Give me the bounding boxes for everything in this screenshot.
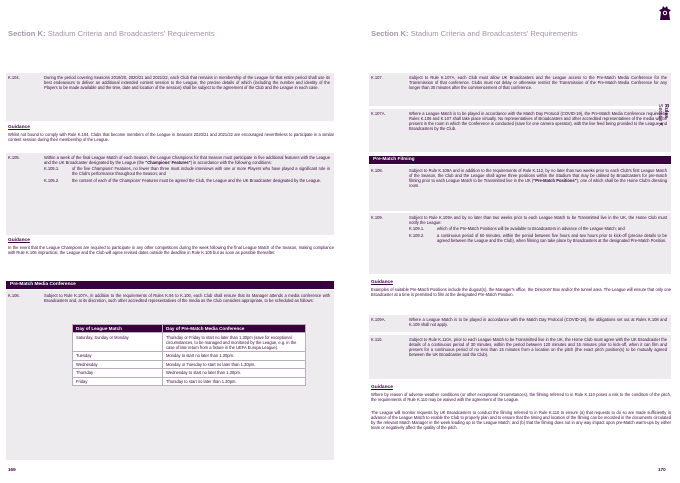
rule-text: Where a League Match is to be played in accordance with the Match Day Protocol (COVID-19), the Pre-Match Media Conference required by Rules K.106 and K.107 shall take place virtually. No representatives of Broadcasters and other accredited representatives of the media will be present in the room in which the Conference is conducted (save for one camera operator), with the live feed being provided to the League and Broadcasters by the Club.: [409, 111, 667, 132]
rule-number: K.107A.: [371, 111, 386, 116]
guidance-text: Where by reason of adverse weather conditions (or other exceptional circumstances), the filming referred to in Rule K.110 poses a risk to the condition of the pitch, the requirements of Rule K.110 may be waived with the agreement of the League.: [371, 392, 671, 403]
rule-k109: [369, 213, 671, 274]
table-cell: Thursday to start no later than 1.30pm.: [163, 377, 306, 385]
rule-number: K.105.: [8, 155, 20, 160]
rule-number: K.109A.: [371, 317, 386, 322]
rule-number: K.109.: [371, 215, 383, 220]
side-tab-rules-section-k: Rules Section K: [657, 104, 669, 127]
rule-text: Subject to Rule K.109A and in addition to the requirements of Rule K.113, by no later than two weeks prior to each Club's first League Match of the Season, the Club and the League shall agree three positions within the Stadium that may be utilised by Broadcasters for pre-match filming prior to each League Match to be Transmitted live in the UK ("Pre-Match Positions"), one of which shall be the Home Club's dressing room.: [409, 168, 668, 189]
rule-text: Subject to Rule K.107A, each Club must allow UK Broadcasters and the League access to the Pre-Match Media Conference for the Transmission of that conference. Clubs must not delay or otherwise restrict the Transmission of the Pre-Match Media Conference for any longer than 30 minutes after the commencement of that conference.: [409, 75, 667, 91]
rule-number: K.104.: [8, 75, 20, 80]
guidance-heading: Guidance: [371, 280, 393, 285]
table-row: [73, 333, 306, 352]
guidance-text: Whilst not bound to comply with Rule K.104, Clubs that become members of the League in Seasons 2020/21 and 2021/22 are encouraged nevertheless to participate in a similar content session during their membership of the League.: [8, 132, 334, 143]
guidance-text: The League will monitor requests by UK Broadcasters to conduct the filming referred to in Rule K.110 to ensure (a) that requests to do so are made sufficiently in advance of the League Match to enable the Club to properly plan and to ensure that the timing and location of the filming can be recorded in the documents circulated by the relevant Match Manager in the week leading up to the League Match; and (b) that the filming does not in any way impact upon pre-Match warm-ups by either team or negatively affect the quality of the pitch.: [371, 410, 671, 431]
rule-text: During the period covering Seasons 2019/20, 2020/21 and 2021/22, each Club that remains in membership of the League for that entire period shall use its best endeavours to deliver an additional extended content session to the League, the precise details of which (including the number and identity of the Players to be made available and the time, date and location of the session) shall be subject to the agreement of the Club and the League in each case.: [44, 75, 330, 91]
rule-text: Within a week of the final League Match of each Season, the League Champions for that Season must participate in five additional features with the League and the UK Broadcaster designated by the League (the "Champions' Features") in accordance with the following conditions:: [44, 155, 330, 166]
rule-k107: [369, 73, 671, 106]
guidance-heading: Guidance: [8, 238, 30, 243]
table-cell: Thursday: [73, 369, 163, 377]
table-cell: Wednesday: [73, 360, 163, 368]
media-conference-schedule-table: [72, 324, 306, 386]
sub-rule: K.109.1. which of the Pre-Match Positions will be available to Broadcasters in advance of the League Match; and: [409, 226, 625, 232]
table-cell: Saturday, Sunday or Monday: [73, 333, 163, 352]
table-cell: Monday or Tuesday to start no later than 1.30pm.: [163, 360, 306, 368]
rule-k105: [6, 153, 334, 235]
table-cell: Monday to start no later than 1.30pm.: [163, 352, 306, 360]
right-page: [340, 0, 680, 483]
rule-text: Where a League Match is to be played in accordance with the Match Day Protocol (COVID-19), the obligations set out at Rules K.108 and K.109 shall not apply.: [409, 317, 667, 328]
table-header-row: [73, 325, 306, 333]
page-number-right: 170: [658, 467, 666, 472]
guidance-heading: Guidance: [8, 125, 30, 130]
rule-k110: [369, 335, 671, 379]
column-header: Day of Pre-Match Media Conference: [163, 325, 306, 333]
sub-rule: K.105.2. the content of each of the Champions' Features must be agreed the Club, the League and the UK Broadcaster designated by the League.: [44, 178, 322, 184]
rule-text: Subject to Rule K.109A and by no later than two weeks prior to each League Match to be Transmitted live in the UK, the Home Club must notify the League:: [409, 215, 667, 226]
table-cell: Wednesday to start no later than 1.30pm.: [163, 369, 306, 377]
rule-number: K.107.: [371, 75, 383, 80]
guidance-text: In the event that the League Champions are required to participate in any other competitions during the week following the final League Match of the Season, making compliance with Rule K.105 impractical, the League and the Club will agree revised dates outside the deadline in Rule K.105 but as soon as possible thereafter.: [8, 245, 334, 256]
rule-k107a: [369, 109, 671, 152]
premier-league-lion-icon: [656, 5, 674, 22]
pre-match-filming-heading: Pre-Match Filming: [369, 156, 671, 164]
rule-k108: [369, 165, 671, 211]
table-row: [73, 352, 306, 360]
table-cell: Tuesday: [73, 352, 163, 360]
sub-rule: K.109.2. a continuous period of 60 minutes, within the period between five hours and two hours prior to kick-off (precise details to be agreed between the League and the Club), when filming can take place by Broadcasters at the designated Pre-Match Position.: [409, 233, 667, 244]
sub-rule: K.105.1. of the five Champions' Features, no fewer than three must include interviews with one or more Players who have played a significant role in the Club's performance throughout the Season; and: [44, 166, 330, 177]
page-number-left: 169: [8, 467, 16, 472]
rule-k109a: [369, 315, 671, 332]
rule-k104: [6, 73, 334, 121]
section-title-right: Section K: Stadium Criteria and Broadcasters' Requirements: [371, 29, 578, 38]
rule-number: K.110.: [371, 337, 383, 342]
rule-number: K.106.: [8, 293, 20, 298]
guidance-heading: Guidance: [371, 385, 393, 390]
rule-text: Subject to Rule K.110A, prior to each League Match to be Transmitted live in the UK, the Home Club must agree with the UK Broadcaster the details of a continuous period of 30 minutes, within the period between 120 minutes and 15 minutes prior to kick-off, when it can film and present for a continuous period of no less than 15 minutes from a location on the pitch (the exact pitch position(s) to be mutually agreed between the UK Broadcaster and the Club).: [409, 337, 667, 358]
table-row: [73, 377, 306, 385]
rule-number: K.108.: [371, 168, 383, 173]
rule-text: Subject to Rule K.107A, in addition to the requirements of Rules K.94 to K.100, each Club shall ensure that its Manager attends a media conference with Broadcasters and, at its discretion, such other accredited representatives of the media as the Club considers appropriate, to be scheduled as follows:: [44, 293, 330, 304]
table-cell: Thursday or Friday to start no later than 1.30pm (save for exceptional circumstances, to be managed and monitored by the League, e.g. in the case of late return from a fixture in the UEFA Europa League).: [163, 333, 306, 352]
pre-match-media-conference-heading: Pre-Match Media Conference: [6, 281, 334, 289]
column-header: Day of League Match: [73, 325, 163, 333]
table-row: [73, 369, 306, 377]
table-cell: Friday: [73, 377, 163, 385]
table-row: [73, 360, 306, 368]
guidance-text: Examples of suitable Pre-Match Positions include the dugout(s), the Manager's office, the Directors' Box and/or the tunnel area. The League will ensure that only one Broadcaster at a time is permitted to film at the designated Pre-Match Position.: [371, 287, 671, 298]
section-title-left: Section K: Stadium Criteria and Broadcasters' Requirements: [8, 29, 215, 38]
